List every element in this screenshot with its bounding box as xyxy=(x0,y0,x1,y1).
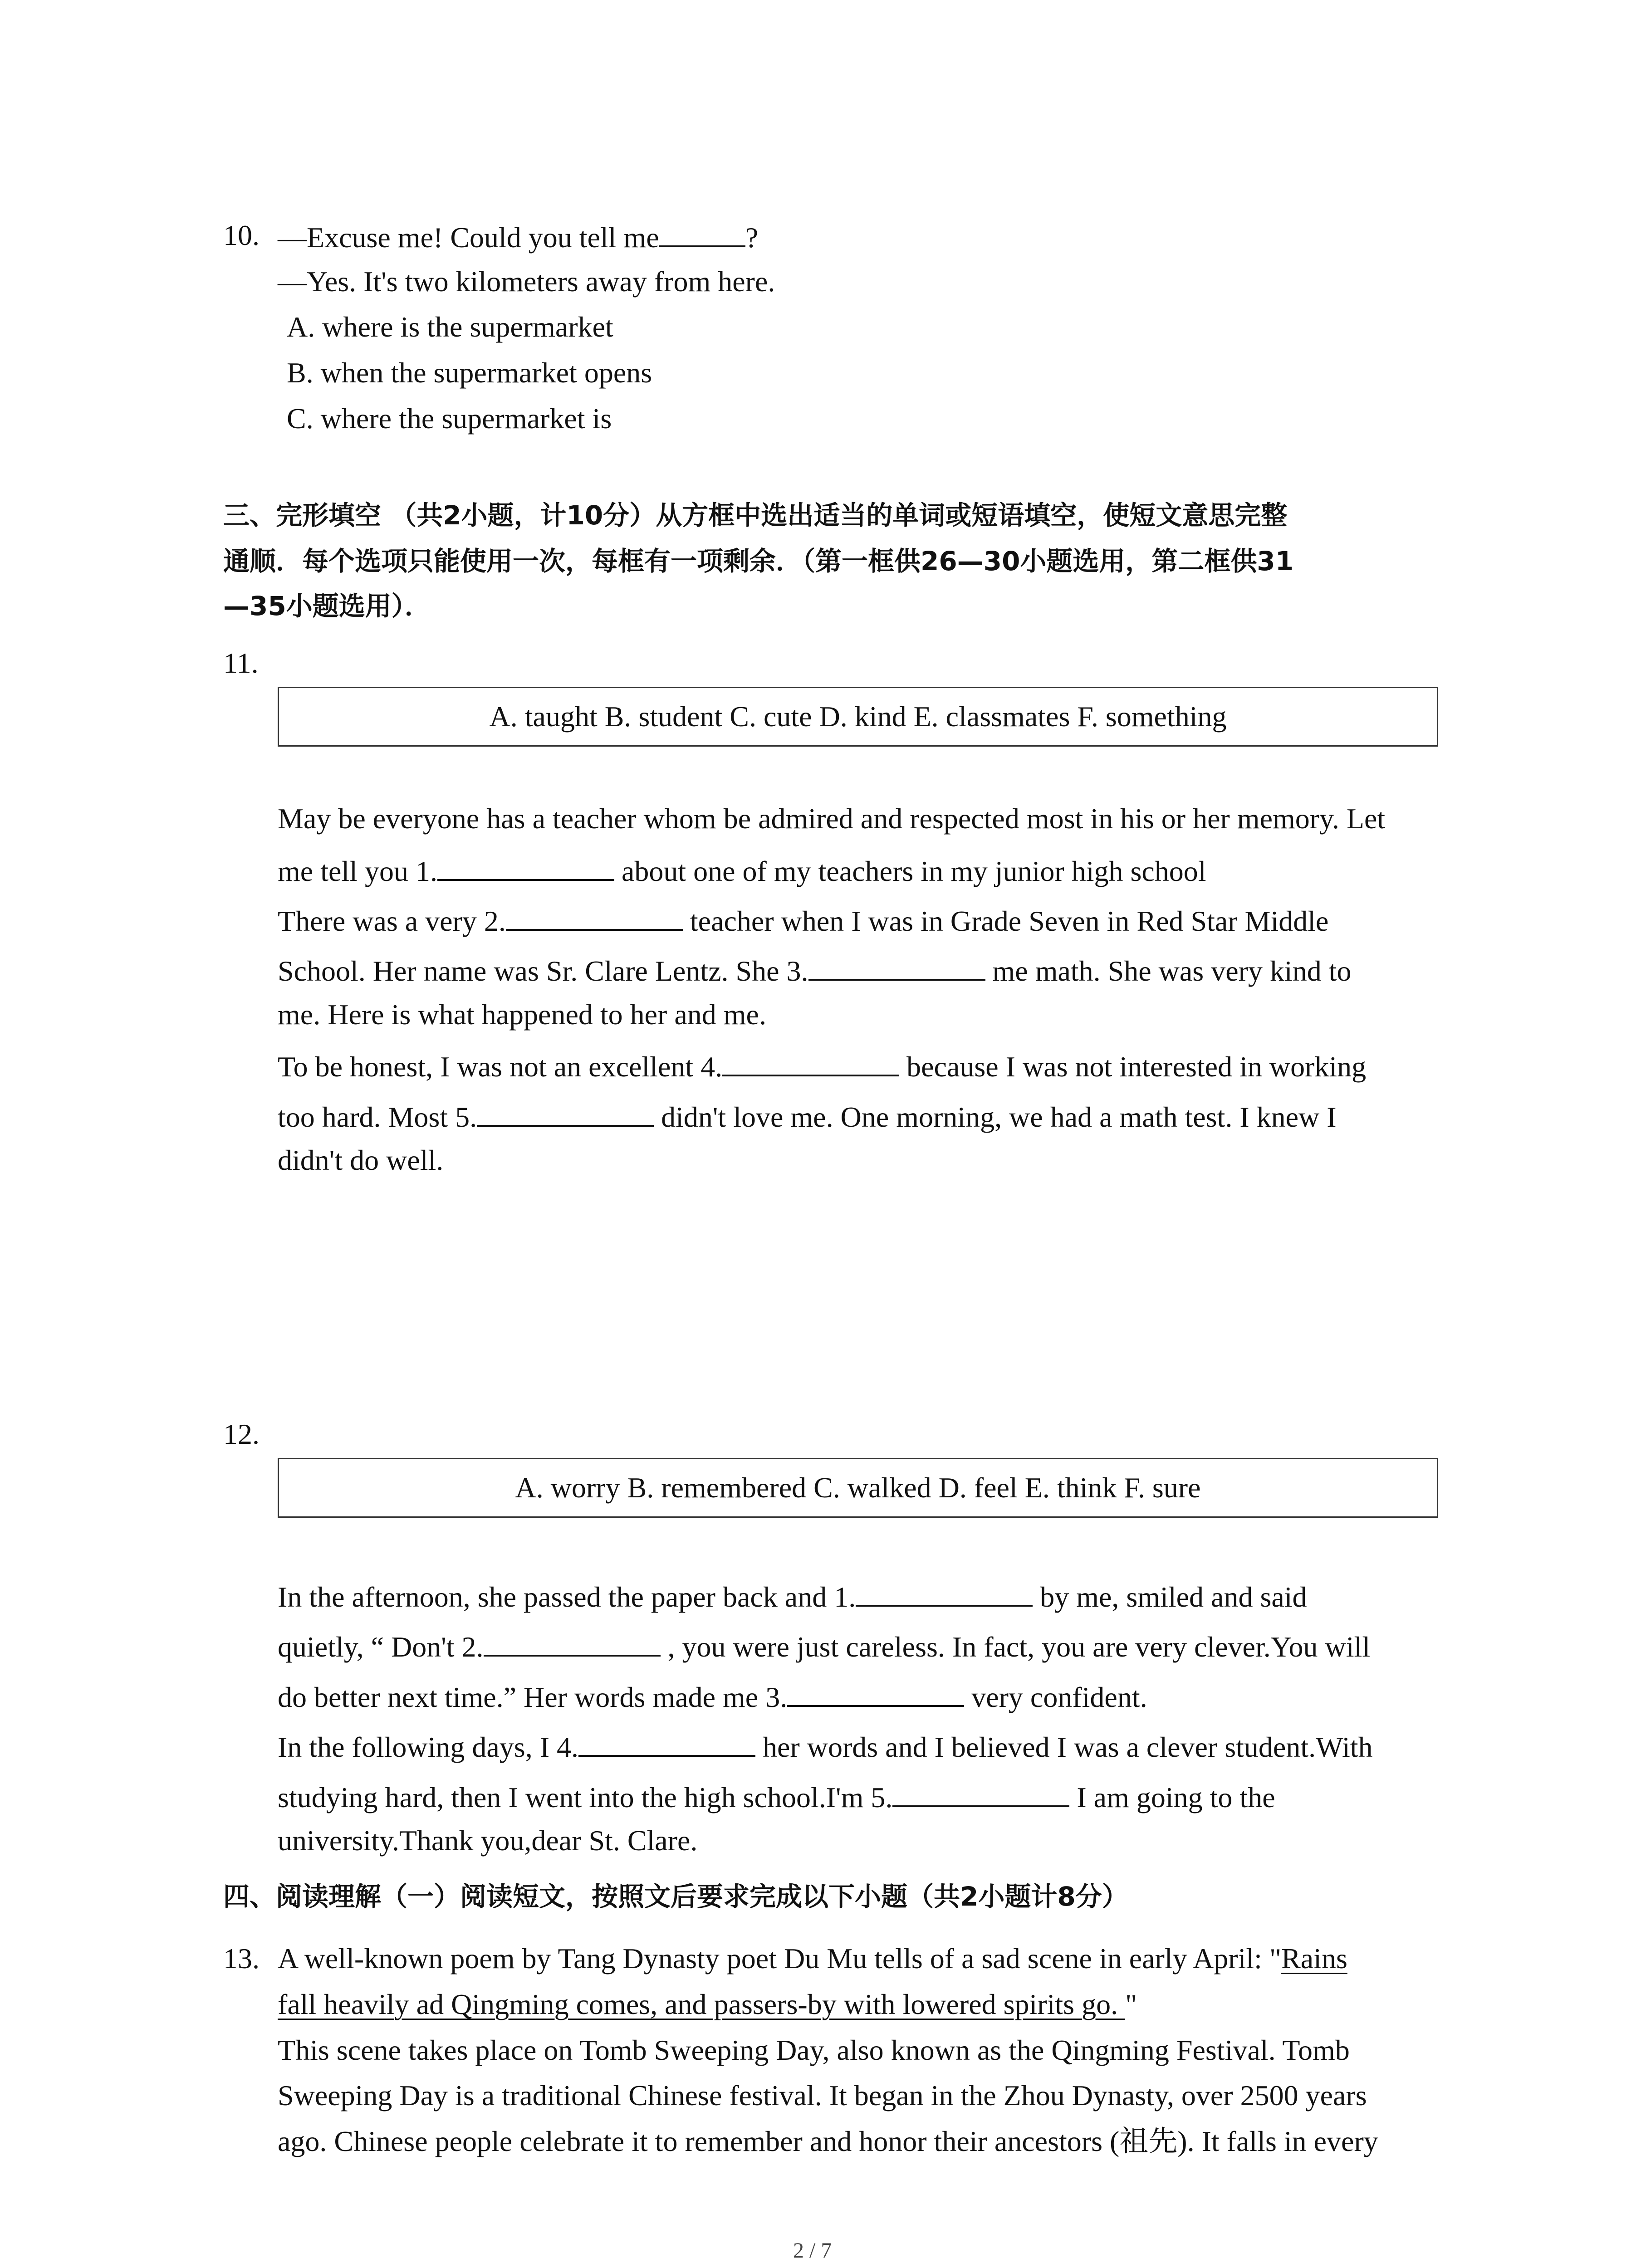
q13-number: 13. xyxy=(223,1942,260,1975)
q10-line1-text: —Excuse me! Could you tell me xyxy=(278,221,659,254)
q11-blank-1 xyxy=(437,855,614,881)
q11-line2-b: about one of my teachers in my junior high school xyxy=(614,855,1206,887)
q10-line1-end: ? xyxy=(745,221,759,254)
q12-line2 xyxy=(278,1630,1370,1662)
q12-number: 12. xyxy=(223,1418,260,1450)
q11-blank-5 xyxy=(477,1100,654,1127)
section4-heading: 四、阅读理解（一）阅读短文，按照文后要求完成以下小题（共2小题计8分） xyxy=(223,1881,1128,1912)
q12-line2-b: , you were just careless. In fact, you are very clever.You will xyxy=(660,1631,1371,1663)
q11-line7-b: didn't love me. One morning, we had a math test. I knew I xyxy=(654,1101,1337,1133)
q12-option-box xyxy=(278,1458,1438,1518)
q12-option-list: A. worry B. remembered C. walked D. feel E. think F. sure xyxy=(515,1471,1201,1504)
q13-line4: Sweeping Day is a traditional Chinese festival. It began in the Zhou Dynasty, over 2500 years xyxy=(278,2079,1367,2112)
q10-option-b: B. when the supermarket opens xyxy=(287,357,652,389)
section3-heading-line1: 三、完形填空 （共2小题，计10分）从方框中选出适当的单词或短语填空，使短文意思完整 xyxy=(223,500,1288,531)
q12-blank-5 xyxy=(892,1781,1069,1807)
q10-option-c: C. where the supermarket is xyxy=(287,402,612,435)
q12-line5 xyxy=(278,1781,1275,1812)
q11-line3-b: teacher when I was in Grade Seven in Red Star Middle xyxy=(682,905,1329,937)
q12-line1 xyxy=(278,1580,1307,1612)
q11-line7-a: too hard. Most 5. xyxy=(278,1101,477,1133)
q13-quote-start: Rains xyxy=(1281,1942,1347,1975)
q12-blank-3 xyxy=(787,1681,964,1707)
section3-heading-line3: —35小题选用）． xyxy=(223,591,431,621)
q12-line3-a: do better next time.” Her words made me 3. xyxy=(278,1681,788,1713)
q12-line4 xyxy=(278,1730,1373,1762)
q11-number: 11. xyxy=(223,647,259,679)
q10-question xyxy=(278,221,758,252)
q10-number: 10. xyxy=(223,219,260,251)
q12-line1-a: In the afternoon, she passed the paper back and 1. xyxy=(278,1581,856,1613)
q10-blank xyxy=(659,221,745,247)
q12-line5-a: studying hard, then I went into the high school.I'm 5. xyxy=(278,1781,893,1813)
q10-answer-line: —Yes. It's two kilometers away from here. xyxy=(278,265,775,298)
q11-line1: May be everyone has a teacher whom be admired and respected most in his or her memory. Let xyxy=(278,802,1386,835)
q13-line1 xyxy=(278,1944,1347,1973)
q11-line3-a: There was a very 2. xyxy=(278,905,506,937)
q11-option-list: A. taught B. student C. cute D. kind E. classmates F. something xyxy=(489,700,1227,733)
q13-line3: This scene takes place on Tomb Sweeping Day, also known as the Qingming Festival. Tomb xyxy=(278,2034,1350,2066)
q12-line4-a: In the following days, I 4. xyxy=(278,1731,578,1763)
q11-line6 xyxy=(278,1050,1366,1081)
section3-heading-line2: 通顺．每个选项只能使用一次，每框有一项剩余．（第一框供26—30小题选用，第二框供31 xyxy=(223,546,1294,577)
q12-line3-b: very confident. xyxy=(964,1681,1147,1713)
q11-blank-3 xyxy=(808,954,985,981)
q12-line3 xyxy=(278,1681,1147,1712)
q11-blank-4 xyxy=(722,1050,899,1076)
q11-line6-a: To be honest, I was not an excellent 4. xyxy=(278,1051,723,1083)
q12-line2-a: quietly, “ Don't 2. xyxy=(278,1631,484,1663)
q11-line7 xyxy=(278,1100,1337,1132)
q10-option-a: A. where is the supermarket xyxy=(287,311,613,343)
q11-line4-b: me math. She was very kind to xyxy=(985,955,1352,987)
page-number: 2 / 7 xyxy=(793,2239,832,2263)
q13-quote-end: fall heavily ad Qingming comes, and passers-by with lowered spirits go. xyxy=(278,1988,1126,2020)
q12-blank-2 xyxy=(484,1630,661,1657)
q11-line4 xyxy=(278,954,1351,986)
q12-line5-b: I am going to the xyxy=(1069,1781,1275,1813)
q12-blank-4 xyxy=(578,1730,755,1757)
q13-line2 xyxy=(278,1990,1137,2019)
q12-line6: university.Thank you,dear St. Clare. xyxy=(278,1824,698,1857)
q12-blank-1 xyxy=(856,1580,1033,1607)
q11-line4-a: School. Her name was Sr. Clare Lentz. She 3. xyxy=(278,955,808,987)
q11-blank-2 xyxy=(506,904,683,931)
q11-line3 xyxy=(278,904,1328,936)
q13-line5: ago. Chinese people celebrate it to remember and honor their ancestors (祖先). It falls in every xyxy=(278,2125,1378,2157)
q12-line4-b: her words and I believed I was a clever student.With xyxy=(755,1731,1373,1763)
q11-line2 xyxy=(278,855,1206,886)
q11-line2-a: me tell you 1. xyxy=(278,855,437,887)
q11-line6-b: because I was not interested in working xyxy=(899,1051,1367,1083)
q11-option-box xyxy=(278,687,1438,747)
q12-line1-b: by me, smiled and said xyxy=(1033,1581,1307,1613)
q11-line5: me. Here is what happened to her and me. xyxy=(278,998,766,1031)
q13-line1-a: A well-known poem by Tang Dynasty poet Du Mu tells of a sad scene in early April: " xyxy=(278,1942,1282,1975)
q13-line2-end: " xyxy=(1125,1988,1137,2020)
q11-line8: didn't do well. xyxy=(278,1144,444,1176)
